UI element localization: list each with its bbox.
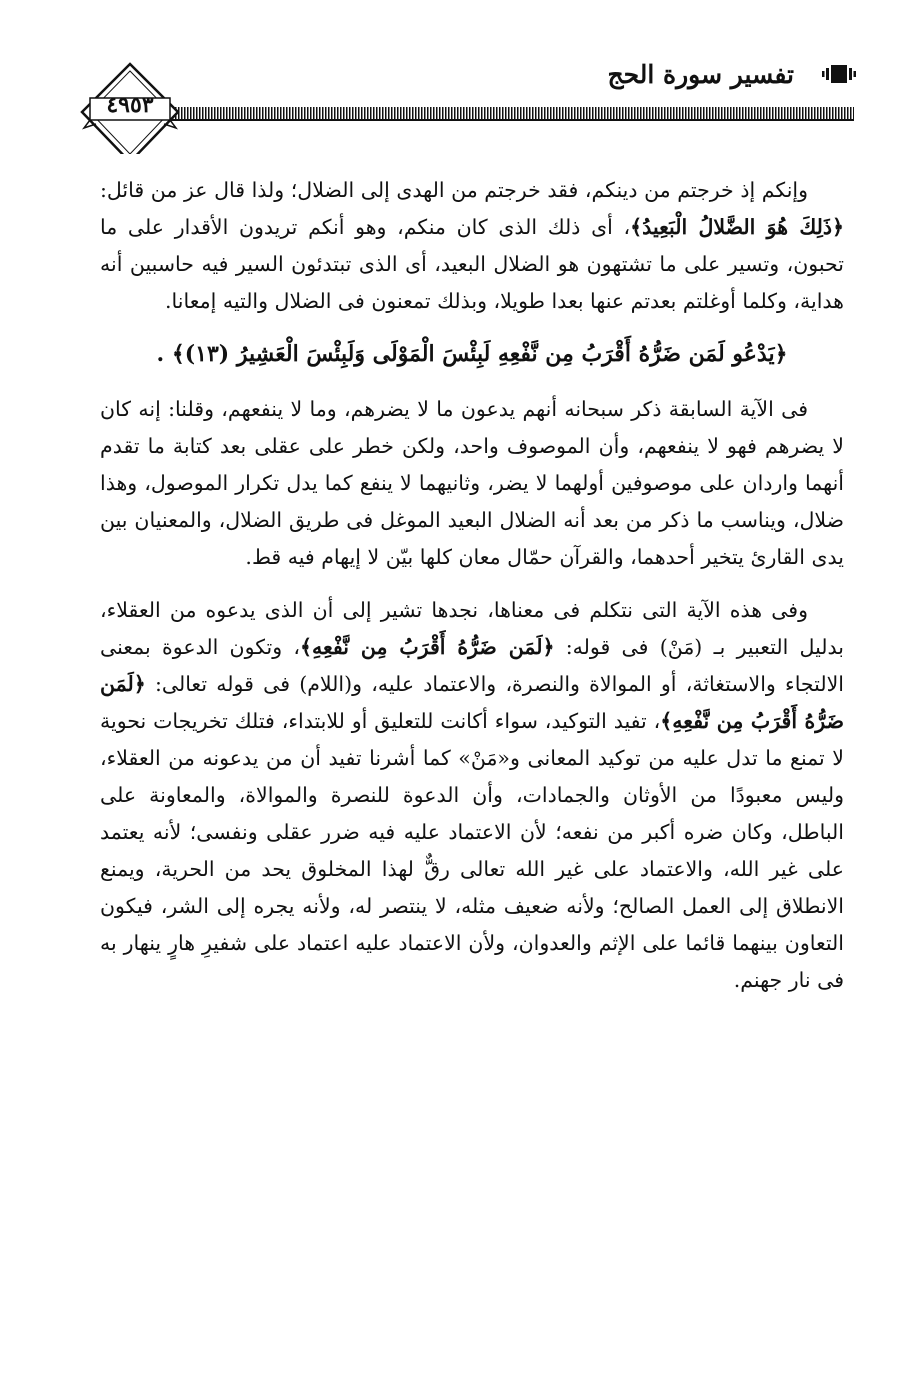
ayah-verse: ﴿يَدْعُو لَمَن ضَرُّهُ أَقْرَبُ مِن نَّفْعِهِ لَبِئْسَ الْمَوْلَى وَلَبِئْسَ الْعَشِيرُ (١٣)﴾ . (156, 341, 788, 367)
header-rule-base (160, 119, 854, 121)
paragraph-2: فى الآية السابقة ذكر سبحانه أنهم يدعون ما لا يضرهم، وما لا ينفعهم، وقلنا: إنه كان لا يضرهم فهو لا ينفعهم، وأن الموصوف واحد، ولكن خطر على عقلى بعد كتابة ما تقدم أنهما واردان على موصوفين أولهما لا يضر، وثانيهما لا ينفع كما يدل تكرار الموصول، وهذا ضلال، ويناسب ما ذكر من بعد أنه الضلال البعيد الموغل فى طريق الضلال، والمعنيان بين يدى القارئ يتخير أحدهما، والقرآن حمّال معان كلها بيّن لا إيهام فيه قط. (100, 397, 844, 569)
ornament-icon (822, 63, 856, 85)
page-title: تفسير سورة الحج (607, 60, 794, 89)
paragraph-1: وإنكم إذ خرجتم من دينكم، فقد خرجتم من الهدى إلى الضلال؛ ولذا قال عز من قائل: ﴿ذَلِكَ هُوَ الضَّلالُ الْبَعِيدُ﴾، أى ذلك الذى كان منكم، وهو أنكم تريدون الأقدار على ما تحبون، وتسير على ما تشتهون هو الضلال البعيد، أى الذى تبتدئون السير فيه حاسبين أنه هداية، وكلما أوغلتم بعدتم عنها بعدا طويلا، وبذلك تمعنون فى الضلال والتيه إمعانا. (100, 178, 844, 313)
quran-quote: ﴿لَمَن ضَرُّهُ أَقْرَبُ مِن نَّفْعِهِ﴾ (300, 635, 555, 659)
quran-quote: ﴿لَمَن ضَرُّهُ أَقْرَبُ مِن نَّفْعِهِ﴾ (100, 672, 845, 733)
page-content (100, 172, 844, 1015)
quran-quote: ﴿ذَلِكَ هُوَ الضَّلالُ الْبَعِيدُ﴾ (630, 215, 844, 239)
page-header (0, 52, 910, 162)
paragraph-3: وفى هذه الآية التى نتكلم فى معناها، نجدها تشير إلى أن الذى يدعوه من العقلاء، بدليل التعبير بـ (مَنْ) فى قوله: ﴿لَمَن ضَرُّهُ أَقْرَبُ مِن نَّفْعِهِ﴾، وتكون الدعوة بمعنى الالتجاء والاستغاثة، أو الموالاة والنصرة، والاعتماد عليه، و(اللام) فى قوله تعالى: ﴿لَمَن ضَرُّهُ أَقْرَبُ مِن نَّفْعِهِ﴾، تفيد التوكيد، سواء أكانت للتعليق أو للابتداء، فتلك تخريجات نحوية لا تمنع ما تدل عليه من توكيد المعانى و«مَنْ» كما أشرنا تفيد أن من يدعونه من العقلاء، وليس معبودًا من الأوثان والجمادات، وأن الدعوة للنصرة والموالاة، والمعاونة على الباطل، وكان ضره أكبر من نفعه؛ لأن الاعتماد عليه فيه ضرر عقلى ونفسى؛ لأنه يعتمد على غير الله، والاعتماد على غير الله تعالى رقٌّ لهذا المخلوق يحد من الحرية، ويمنع الانطلاق إلى العمل الصالح؛ ولأنه ضعيف مثله، لا ينتصر له، ولأنه يجره إلى الشر، فيكون التعاون بينهما قائما على الإثم والعدوان، ولأن الاعتماد عليه اعتماد على شفيرِ هارٍ ينهار به فى نار جهنم. (100, 598, 845, 992)
page-number: ٤٩٥٣ (106, 92, 154, 118)
